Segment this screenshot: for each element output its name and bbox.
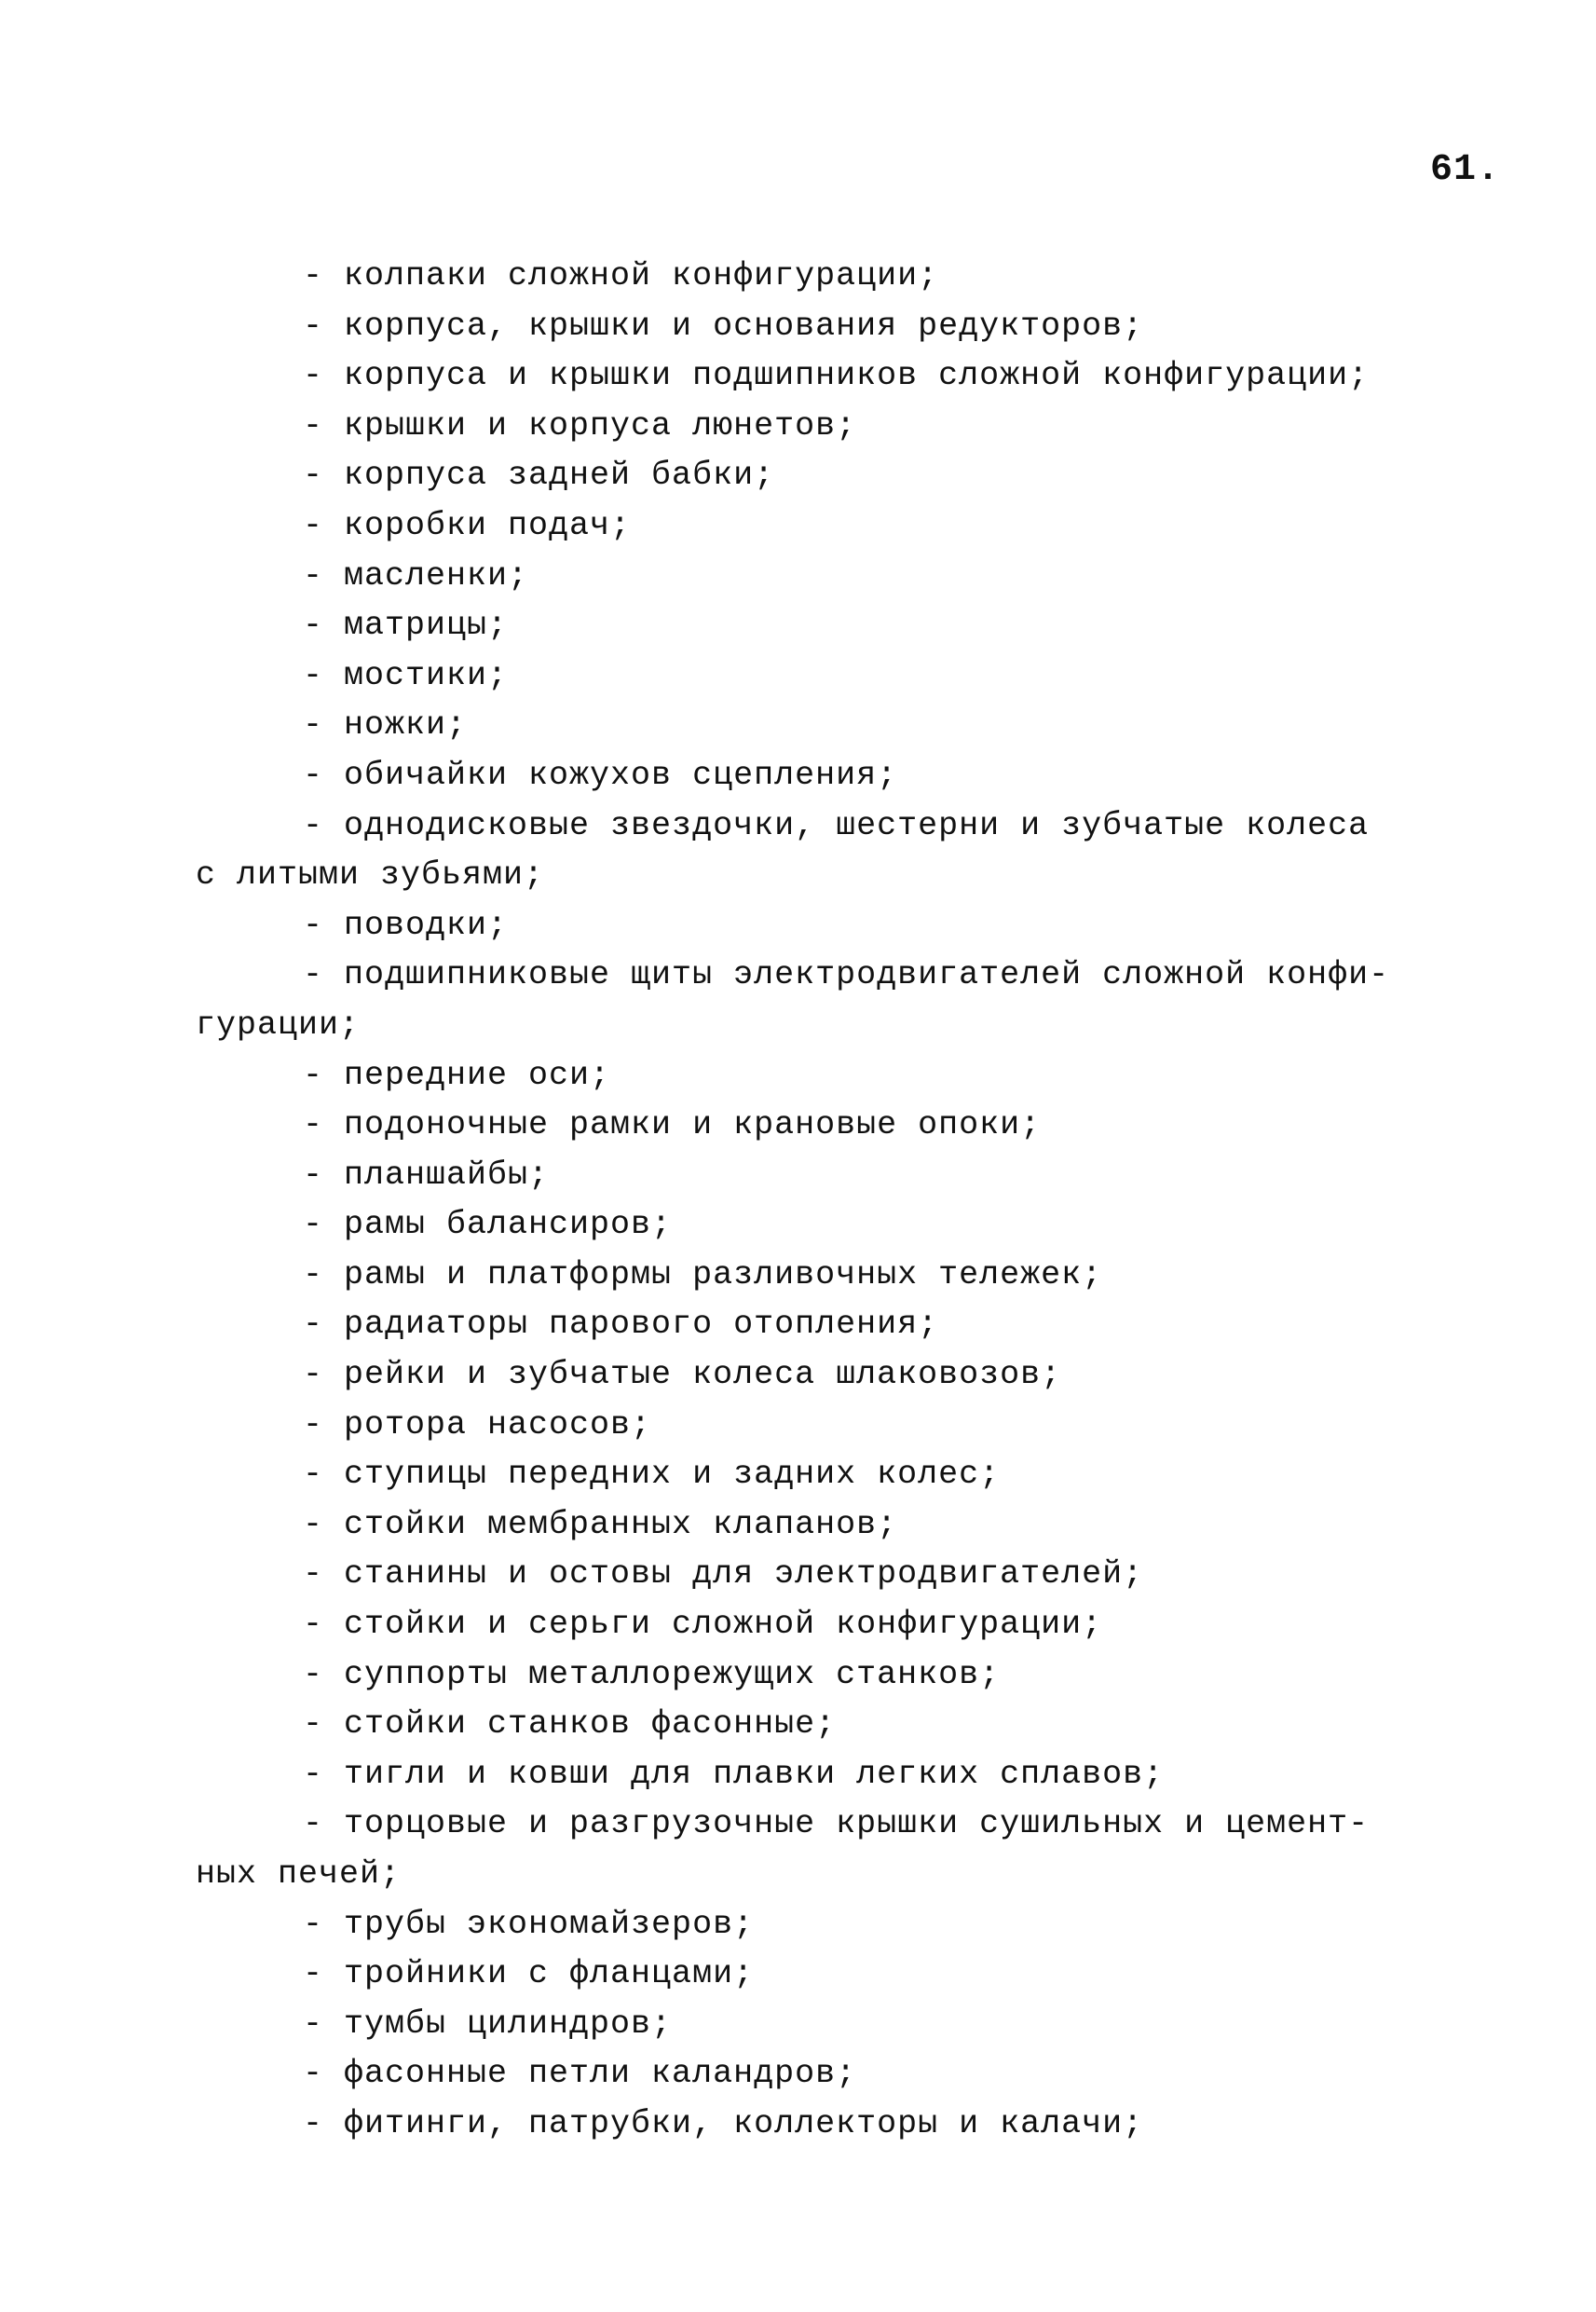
list-item: - корпуса и крышки подшипников сложной конфигурации;	[303, 357, 1370, 395]
list-item-continuation: ных печей;	[196, 1855, 402, 1893]
list-item: - ступицы передних и задних колес;	[303, 1456, 1001, 1494]
list-item: - торцовые и разгрузочные крышки сушильных и цемент-	[303, 1805, 1370, 1843]
list-item: - мостики;	[303, 656, 509, 694]
list-item: - матрицы;	[303, 607, 509, 645]
list-item: - корпуса, крышки и основания редукторов;	[303, 307, 1144, 345]
list-item: - рейки и зубчатые колеса шлаковозов;	[303, 1356, 1062, 1394]
list-item: - передние оси;	[303, 1056, 611, 1094]
list-item-continuation: с литыми зубьями;	[196, 856, 545, 895]
list-item: - стойки и серьги сложной конфигурации;	[303, 1606, 1103, 1644]
list-item: - колпаки сложной конфигурации;	[303, 257, 939, 294]
list-item: - однодисковые звездочки, шестерни и зубчатые колеса	[303, 806, 1370, 844]
list-item: - тигли и ковши для плавки легких сплавов;	[303, 1755, 1165, 1793]
list-item: - ножки;	[303, 706, 468, 745]
list-item: - тумбы цилиндров;	[303, 2004, 673, 2043]
list-item: - рамы и платформы разливочных тележек;	[303, 1255, 1103, 1293]
list-item: - масленки;	[303, 556, 529, 595]
list-item: - фитинги, патрубки, коллекторы и калачи;	[303, 2104, 1144, 2142]
list-item: - корпуса задней бабки;	[303, 457, 775, 495]
list-item: - подоночные рамки и крановые опоки;	[303, 1106, 1042, 1144]
list-item-continuation: гурации;	[196, 1006, 361, 1044]
page-number: 61.	[1430, 149, 1501, 191]
list-item: - стойки мембранных клапанов;	[303, 1505, 898, 1543]
list-item: - рамы балансиров;	[303, 1206, 673, 1244]
list-item: - крышки и корпуса люнетов;	[303, 406, 857, 445]
list-item: - фасонные петли каландров;	[303, 2055, 857, 2093]
list-item: - трубы экономайзеров;	[303, 1905, 755, 1943]
list-item: - обичайки кожухов сцепления;	[303, 756, 898, 794]
list-item: - стойки станков фасонные;	[303, 1705, 837, 1744]
list-item: - тройники с фланцами;	[303, 1955, 755, 1993]
list-item: - суппорты металлорежущих станков;	[303, 1655, 1001, 1693]
list-body	[196, 252, 1453, 2150]
list-item: - поводки;	[303, 906, 509, 944]
list-item: - планшайбы;	[303, 1156, 550, 1194]
list-item: - радиаторы парового отопления;	[303, 1306, 939, 1344]
list-item: - станины и остовы для электродвигателей;	[303, 1555, 1144, 1594]
list-item: - подшипниковые щиты электродвигателей сложной конфи-	[303, 956, 1390, 994]
list-item: - ротора насосов;	[303, 1405, 652, 1443]
list-item: - коробки подач;	[303, 506, 632, 544]
